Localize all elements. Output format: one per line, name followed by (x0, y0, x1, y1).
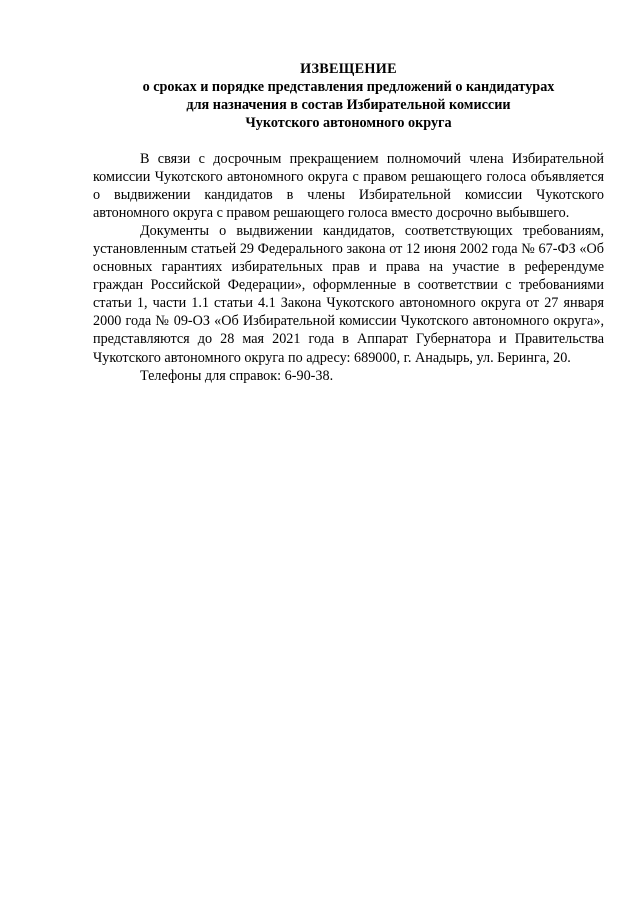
paragraph-vacancy: В связи с досрочным прекращением полномочий члена Избирательной комиссии Чукотского автономного округа с правом решающего голоса объявляется о выдвижении кандидатов в члены Избирательной комиссии Чукотского автономного округа с правом решающего голоса вместо досрочно выбывшего. (93, 151, 604, 222)
paragraph-phones: Телефоны для справок: 6-90-38. (140, 367, 334, 384)
notice-subtitle-line-1: о сроках и порядке представления предложений о кандидатурах (142, 79, 555, 95)
notice-body (93, 150, 604, 385)
notice-subtitle-line-3: Чукотского автономного округа (245, 115, 452, 131)
notice-title: ИЗВЕЩЕНИЕ (300, 61, 397, 77)
paragraph-documents: Документы о выдвижении кандидатов, соответствующих требованиям, установленным статьей 29 Федерального закона от 12 июня 2002 года № 67-ФЗ «Об основных гарантиях избирательных прав и права на участие в референдуме граждан Российской Федерации», оформленные в соответствии с требованиями статьи 1, части 1.1 статьи 4.1 Закона Чукотского автономного округа от 27 января 2000 года № 09-ОЗ «Об Избирательной комиссии Чукотского автономного округа», представляются до 28 мая 2021 года в Аппарат Губернатора и Правительства Чукотского автономного округа по адресу: 689000, г. Анадырь, ул. Беринга, 20. (93, 223, 604, 366)
document-page (93, 60, 604, 385)
notice-heading (93, 60, 604, 132)
notice-subtitle-line-2: для назначения в состав Избирательной комиссии (186, 97, 511, 113)
